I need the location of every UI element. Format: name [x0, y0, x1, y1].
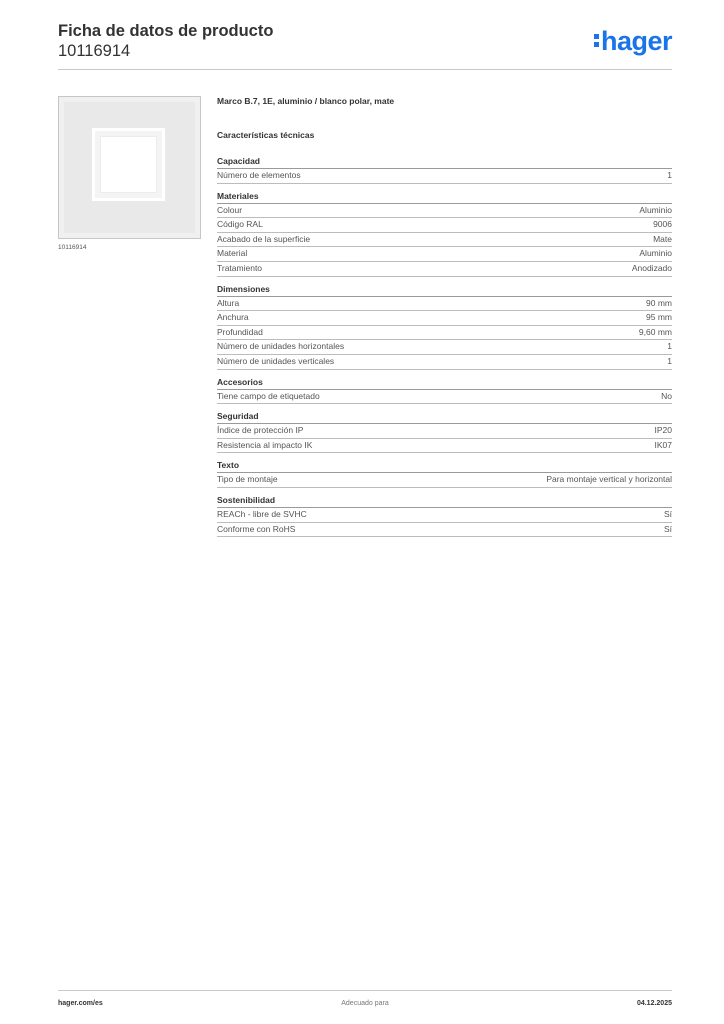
spec-label: Índice de protección IP — [217, 425, 304, 436]
spec-value: 90 mm — [646, 297, 672, 308]
spec-label: REACh - libre de SVHC — [217, 508, 307, 519]
spec-value: 1 — [667, 355, 672, 366]
spec-label: Material — [217, 248, 248, 259]
spec-content — [217, 96, 672, 544]
spec-group-title: Seguridad — [217, 411, 672, 424]
hager-logo — [594, 26, 672, 56]
spec-label: Tipo de montaje — [217, 474, 278, 485]
spec-value: Sí — [663, 523, 672, 534]
spec-group-title: Capacidad — [217, 156, 672, 169]
spec-group — [217, 377, 672, 405]
document-title: Ficha de datos de producto — [58, 22, 274, 40]
logo-text: hager — [600, 26, 672, 56]
spec-row — [217, 508, 672, 523]
spec-group — [217, 156, 672, 184]
spec-value: IP20 — [654, 425, 672, 436]
document-header — [58, 21, 672, 70]
spec-row — [217, 424, 672, 439]
spec-group-title: Texto — [217, 460, 672, 473]
frame-outer — [64, 102, 195, 233]
spec-value: Para montaje vertical y horizontal — [546, 474, 672, 485]
spec-value: 9006 — [653, 219, 672, 230]
document-footer — [58, 990, 672, 1015]
spec-value: IK07 — [654, 439, 672, 450]
spec-row — [217, 262, 672, 277]
spec-groups — [217, 156, 672, 537]
spec-value: Aluminio — [639, 204, 672, 215]
spec-label: Resistencia al impacto IK — [217, 439, 313, 450]
product-name: Marco B.7, 1E, aluminio / blanco polar, mate — [217, 96, 395, 106]
frame-inner — [92, 128, 165, 201]
spec-value: No — [661, 390, 672, 401]
spec-label: Conforme con RoHS — [217, 523, 296, 534]
footer-center-text: Adecuado para — [341, 1000, 389, 1007]
spec-group — [217, 191, 672, 277]
spec-label: Anchura — [217, 312, 249, 323]
spec-row — [217, 204, 672, 219]
spec-row — [217, 523, 672, 538]
spec-row — [217, 218, 672, 233]
spec-group — [217, 495, 672, 537]
spec-row — [217, 326, 672, 341]
spec-label: Altura — [217, 297, 240, 308]
spec-label: Código RAL — [217, 219, 263, 230]
spec-group — [217, 411, 672, 453]
image-caption: 10116914 — [58, 244, 87, 251]
spec-value: Aluminio — [639, 248, 672, 259]
spec-row — [217, 247, 672, 262]
spec-label: Colour — [217, 204, 243, 215]
spec-row — [217, 473, 672, 488]
footer-website: hager.com/es — [58, 1000, 103, 1007]
spec-label: Acabado de la superficie — [217, 233, 311, 244]
spec-row — [217, 439, 672, 454]
product-image — [58, 96, 201, 239]
spec-row — [217, 311, 672, 326]
spec-label: Tratamiento — [217, 262, 263, 273]
spec-group-title: Sostenibilidad — [217, 495, 672, 508]
product-number: 10116914 — [58, 42, 131, 60]
spec-value: Mate — [653, 233, 672, 244]
section-heading: Características técnicas — [217, 130, 315, 140]
spec-group-title: Accesorios — [217, 377, 672, 390]
spec-row — [217, 233, 672, 248]
spec-value: 1 — [667, 341, 672, 352]
spec-row — [217, 169, 672, 184]
spec-value: Anodizado — [631, 262, 672, 273]
spec-group-title: Dimensiones — [217, 284, 672, 297]
spec-group — [217, 284, 672, 370]
logo-dots-icon — [594, 31, 599, 50]
spec-row — [217, 355, 672, 370]
spec-row — [217, 340, 672, 355]
spec-group — [217, 460, 672, 488]
spec-label: Tiene campo de etiquetado — [217, 390, 320, 401]
spec-value: Sí — [663, 508, 672, 519]
footer-date: 04.12.2025 — [636, 1000, 672, 1007]
frame-opening — [100, 136, 157, 193]
spec-label: Número de elementos — [217, 170, 301, 180]
spec-group-title: Materiales — [217, 191, 672, 204]
spec-label: Profundidad — [217, 326, 263, 337]
spec-label: Número de unidades horizontales — [217, 341, 345, 352]
spec-value: 1 — [667, 170, 672, 180]
spec-value: 9,60 mm — [638, 326, 672, 337]
spec-row — [217, 390, 672, 405]
spec-label: Número de unidades verticales — [217, 355, 335, 366]
spec-value: 95 mm — [646, 312, 672, 323]
spec-row — [217, 297, 672, 312]
